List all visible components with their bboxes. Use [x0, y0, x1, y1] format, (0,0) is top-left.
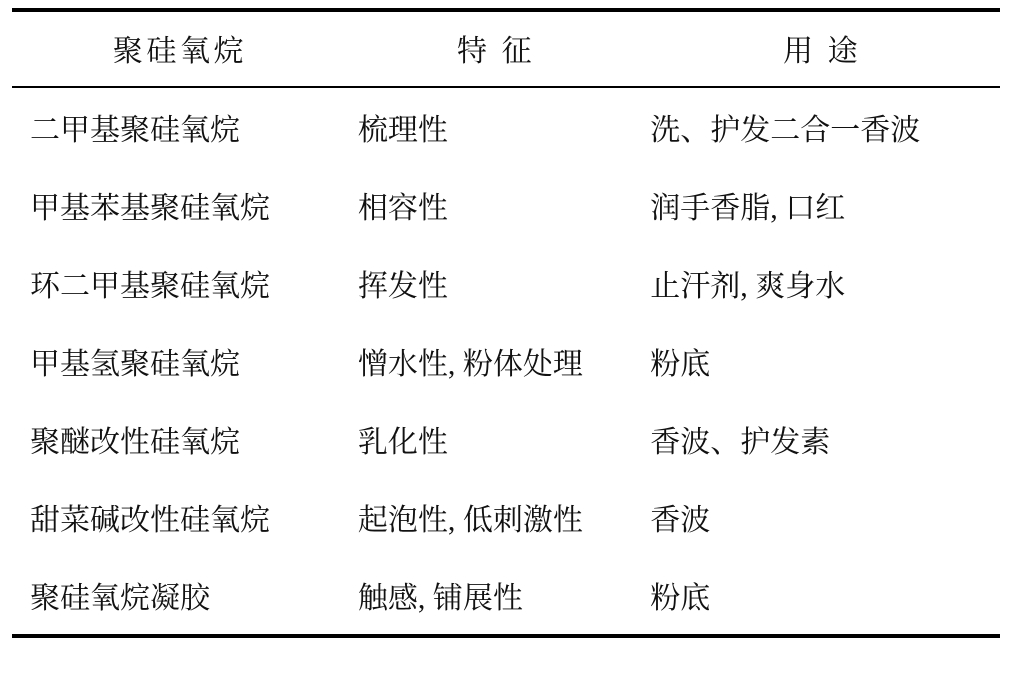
cell-characteristic: 起泡性, 低刺激性 — [357, 504, 583, 537]
cell-use: 止汗剂, 爽身水 — [650, 270, 846, 303]
cell-polysiloxane: 甲基氢聚硅氧烷 — [30, 348, 240, 381]
cell-characteristic: 乳化性 — [357, 426, 448, 459]
cell-polysiloxane: 甜菜碱改性硅氧烷 — [30, 504, 270, 537]
cell-polysiloxane: 甲基苯基聚硅氧烷 — [30, 192, 270, 225]
cell-use: 香波、护发素 — [650, 426, 831, 459]
cell-polysiloxane: 二甲基聚硅氧烷 — [30, 114, 240, 147]
cell-characteristic: 触感, 铺展性 — [357, 582, 523, 615]
table-bottom-rule — [12, 634, 1000, 638]
cell-use: 粉底 — [650, 348, 711, 381]
table-row — [12, 244, 1000, 322]
cell-polysiloxane: 聚硅氧烷凝胶 — [30, 582, 210, 615]
cell-use: 香波 — [650, 504, 711, 537]
table-row — [12, 556, 1000, 634]
silicone-properties-table — [12, 12, 1000, 86]
table-row — [12, 400, 1000, 478]
cell-polysiloxane: 环二甲基聚硅氧烷 — [30, 270, 270, 303]
column-header-polysiloxane: 聚硅氧烷 — [112, 35, 248, 68]
cell-use: 润手香脂, 口红 — [650, 192, 846, 225]
table-row — [12, 322, 1000, 400]
cell-characteristic: 憎水性, 粉体处理 — [357, 348, 583, 381]
silicone-properties-table-body — [12, 88, 1000, 634]
table-row — [12, 88, 1000, 166]
cell-characteristic: 相容性 — [357, 192, 448, 225]
cell-characteristic: 挥发性 — [357, 270, 448, 303]
cell-use: 粉底 — [650, 582, 711, 615]
table-row — [12, 478, 1000, 556]
cell-characteristic: 梳理性 — [357, 114, 448, 147]
cell-polysiloxane: 聚醚改性硅氧烷 — [30, 426, 240, 459]
column-header-uses: 用 途 — [782, 35, 862, 68]
column-header-characteristics: 特 征 — [456, 35, 536, 68]
cell-use: 洗、护发二合一香波 — [650, 114, 921, 147]
table-header — [12, 12, 1000, 86]
table-header-row — [12, 12, 1000, 86]
table-row — [12, 166, 1000, 244]
table-body — [12, 88, 1000, 634]
